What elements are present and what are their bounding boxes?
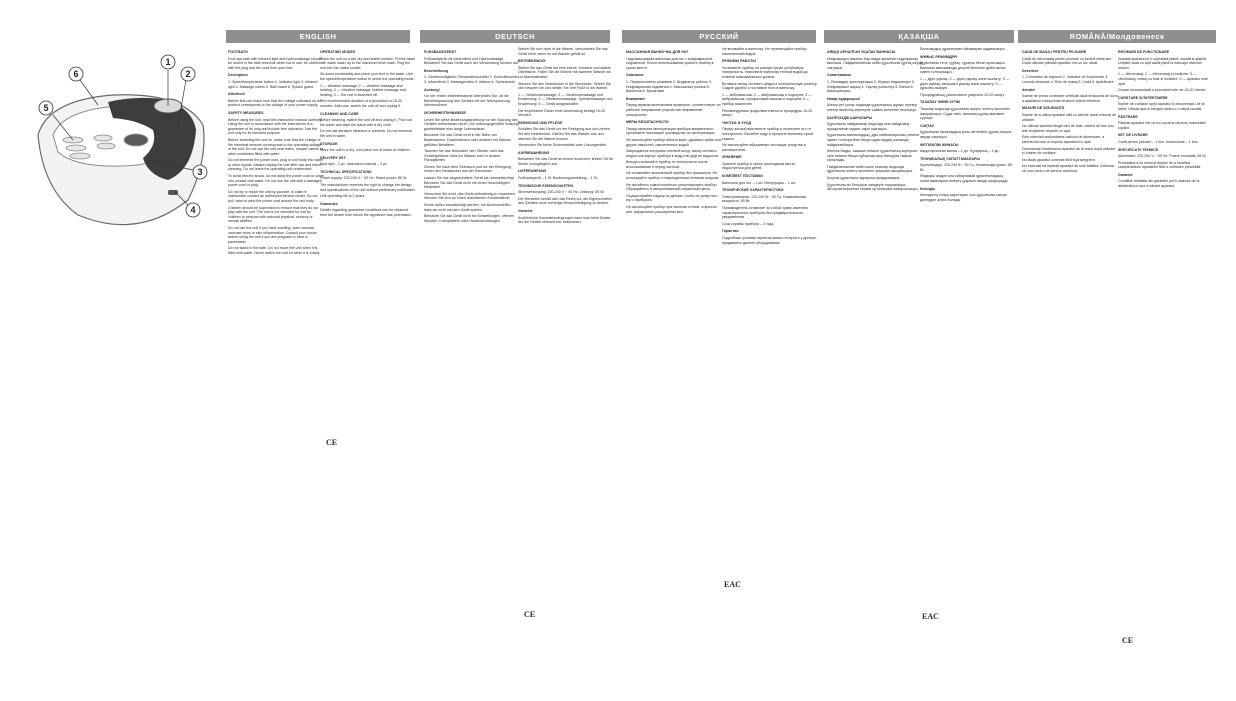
paragraph: Sit down comfortably and place your feet in the basin. Use the speed/temperature button to select the operating mode: xyxy=(320,72,415,81)
ce-mark-ro: CE xyxy=(1122,636,1134,645)
section-heading: ТАЗАЛАУ ЖӘНЕ КҮТІМ xyxy=(920,100,960,105)
callout-1: 1 xyxy=(165,57,171,67)
paragraph: Перед первым включением проверьте, соответствует ли рабочее напряжение устройства напряжению электросети. xyxy=(626,103,721,117)
paragraph: Установите прибор на ровную сухую устойчивую поверхность. Наполните ванночку теплой водой до отметки максимального уровня. xyxy=(722,65,808,79)
section-heading: REINIGUNG UND PFLEGE xyxy=(518,120,563,125)
section-heading: ҚАУІПСІЗДІК ШАРАЛАРЫ xyxy=(827,115,873,120)
section-heading: FUSSBADEGERÄT xyxy=(424,50,457,54)
paragraph: Балалардың құрылғымен ойнамауын қадағалаңыз. xyxy=(920,47,1006,51)
section-heading: САҚТАУ xyxy=(920,123,934,128)
section-heading: ЖҰМЫС РЕЖИМДЕРІ xyxy=(920,54,958,59)
paragraph: The recommended duration of a procedure is 15-20 minutes. After use, switch the unit off and unplug it. xyxy=(320,99,403,108)
paragraph: To avoid electric shock, do not allow the power cord to come into contact with water. Do not use the unit with a damaged power cord or plug. xyxy=(228,174,324,188)
paragraph: Ванночка для ног – 1 шт. Инструкция – 1 шт. xyxy=(722,180,796,185)
paragraph: Place the unit on a flat, dry and stable surface. Fill the basin with warm water up to the maximum level mark. Plug the unit into the mains socket. xyxy=(320,56,416,70)
paragraph: Не пытайтесь самостоятельно ремонтировать прибор. Обращайтесь в авторизованный сервисный центр. xyxy=(626,182,718,192)
romanian-column-2 xyxy=(1118,47,1214,677)
paragraph: Este interzisă scufundarea cablului de alimentare, a ștecherului sau a corpului aparatului în apă. xyxy=(1022,135,1105,144)
paragraph: Children should be supervised to ensure that they do not play with the unit. The unit is not intended for use by children or persons with reduced physical, sensory or mental abilities. xyxy=(228,205,319,224)
paragraph: Deconectați întotdeauna aparatul de la rețea după utilizare și înainte de curățare. xyxy=(1022,146,1116,156)
paragraph: Алғаш рет қосар алдында құрылғының жұмыс кернеуі электр желісінің кернеуіне сәйкес келетінін тексеріңіз. xyxy=(827,103,918,112)
paragraph: Производитель оставляет за собой право изменять характеристики приборов без предварительного уведомления. xyxy=(722,206,809,220)
paragraph: Nu încercați să reparați aparatul de sine stătător. Adresați-vă unui centru de service autorizat. xyxy=(1022,164,1115,173)
section-heading: PĂSTRARE xyxy=(1118,114,1138,119)
section-heading: Описание xyxy=(626,73,644,78)
paragraph: Durata recomandată a procedurii este de 15-20 minute. xyxy=(1118,88,1207,93)
paragraph: Подробные условия гарантии можно получить у дилера, продавшего данное оборудование. xyxy=(722,236,817,245)
section-heading: TECHNISCHE EIGENSCHAFTEN xyxy=(518,183,574,188)
paragraph: Процедураның ұсынылатын ұзақтығы 15-20 минут. xyxy=(920,92,1005,97)
kazakh-column-1 xyxy=(827,47,923,677)
paragraph: The manufacturer reserves the right to change the design and specifications of the unit without preliminary notification. xyxy=(320,183,416,192)
section-heading: FOOTBATH xyxy=(228,50,248,54)
section-heading: SPECIFICAȚII TEHNICE xyxy=(1118,147,1159,152)
section-heading: LIEFERUMFANG xyxy=(518,169,547,174)
paragraph: Fußbadegerät mit Infrarotlicht und Hydromassage. Bewahren Sie das Gerät nach der Verwendung trocken auf. xyxy=(424,56,519,66)
section-heading: ТЕХНИЧЕСКИЕ ХАРАКТЕРИСТИКИ xyxy=(722,188,784,193)
paragraph: Құрылғыны өз бетіңізше жөндеуге тырыспаңыз. Авторластырылған сервис орталығына хабарласыңыз. xyxy=(827,182,919,192)
section-heading: АЯҚҚА АРНАЛҒАН УҚАЛАУ ВАННАСЫ xyxy=(827,50,896,54)
section-heading: Внимание! xyxy=(626,96,646,101)
section-header-russian: РУССКИЙ xyxy=(622,30,816,43)
paragraph: 1. Speed/temperature button 2. Indicator light 3. Infrared light 4. Massage rollers 5. Bath basin 6. Splash guard xyxy=(228,79,318,89)
paragraph: Өндіруші алдын ала хабарламай құрылғылардың сипаттамаларын өзгерту құқығын өзінде қалдырады. xyxy=(920,174,1009,184)
section-heading: Кепілдік xyxy=(920,186,935,191)
paragraph: Stellen Sie das Gerät auf eine ebene, trockene und stabile Oberfläche. Füllen Sie die Wanne mit warmem Wasser bis zur Maximalmarke. xyxy=(518,65,611,79)
paragraph: Nu lăsați aparatul conectat fără supraveghere. xyxy=(1022,157,1096,162)
russian-column-1 xyxy=(626,47,722,677)
paragraph: Срок службы прибора – 2 года. xyxy=(722,221,775,226)
deutsch-column-1 xyxy=(424,47,520,677)
infrared-light xyxy=(124,134,148,146)
paragraph: Benutzen Sie das Gerät nicht in der Nähe von Badewannen, Duschkabinen oder anderen mit Wasser gefüllten Behältern. xyxy=(424,133,511,147)
paragraph: Қосулы құрылғыны қараусыз қалдырмаңыз. xyxy=(827,176,901,181)
paragraph: Stromversorgung: 220-240 V ~ 50 Hz. Leistung: 85 W. xyxy=(518,190,605,195)
paragraph: Вставьте вилку сетевого шнура в электрическую розетку. Сядьте удобно и поставьте ноги в ванночку. xyxy=(722,81,818,91)
paragraph: Producătorul își rezervă dreptul de a modifica caracteristicile aparatelor fără o notificare prealabilă. xyxy=(1118,160,1202,170)
paragraph: Cadă de hidromasaj pentru picioare cu lumină infraroșie. După utilizare păstrați aparatul într-un loc uscat. xyxy=(1022,56,1113,66)
section-heading: ЖЕТКІЗІЛІМ ЖИНАҒЫ xyxy=(920,142,959,147)
section-header-english: ENGLISH xyxy=(226,30,410,43)
section-heading: Description xyxy=(228,73,248,78)
paragraph: Verwenden Sie keine Scheuermittel oder Lösungsmittel. xyxy=(518,143,608,148)
eac-mark-kz: EAC xyxy=(922,612,939,621)
paragraph: 1 — діріл уқалау; 2 — діріл уқалау және жылыту; 3 — діріл уқалау, көпіршікті уқалау және жылыту; 0 — құрылғы өшірулі. xyxy=(920,76,1010,91)
callout-6: 6 xyxy=(73,69,79,79)
paragraph: Before cleaning, switch the unit off and unplug it. Pour out the water and wipe the basin with a dry cloth. xyxy=(320,118,412,127)
foot-spa-illustration xyxy=(18,40,218,240)
section-heading: CURĂȚARE ȘI ÎNTREȚINERE xyxy=(1118,95,1168,100)
paragraph: Гидромассажная ванночка для ног с инфракрасной подсветкой. После использования храните прибор в сухом месте. xyxy=(626,56,714,70)
paragraph: Înainte de prima conectare verificați dacă tensiunea de lucru a aparatului corespunde tensiunii rețelei electrice. xyxy=(1022,94,1118,103)
section-heading: OPERATING MODES xyxy=(320,50,356,54)
paragraph: 1. Переключатель режимов 2. Индикатор работы 3. Инфракрасная подсветка 4. Массажные ролики 5. Ванночка 6. Брызговик xyxy=(626,79,712,94)
paragraph: Power supply: 220-240 V ~ 50 Hz. Rated power: 85 W. xyxy=(320,176,408,181)
paragraph: Құрылғыны ванналардың, душ кабиналарының немесе сумен толтырылған басқа ыдыстардың жанында пайдаланбаңыз. xyxy=(827,133,920,147)
section-heading: SAFETY MEASURES xyxy=(228,110,264,115)
paragraph: Не используйте абразивные чистящие средства и растворители. xyxy=(722,143,806,152)
paragraph: Vor der ersten Inbetriebnahme überprüfen Sie, ob die Betriebsspannung des Gerätes mit der Netzspannung übereinstimmt. xyxy=(424,94,510,108)
paragraph: Пайдаланғаннан кейін және тазалар алдында құрылғыны электр желісінен әрқашан ажыратыңыз. xyxy=(827,164,914,174)
paragraph: Do not use the unit if you have swelling, open wounds, varicose veins or skin inflammation. Consult your doctor before using the unit if you are pregnant or have a pacemaker. xyxy=(228,226,317,244)
paragraph: Fußbadegerät – 1 St. Bedienungsanleitung – 1 St. xyxy=(518,176,598,181)
section-heading: Descriere xyxy=(1022,68,1039,73)
paragraph: Before using the unit, read this instruction manual carefully. Using the unit in accordance with the instructions is a guarantee of its long and trouble-free operation. Use the unit only for its intended purpose. xyxy=(228,117,323,136)
paragraph: Аяққа арналған ванна – 1 дн. Нұсқаулық – 1 дн. xyxy=(920,149,1000,154)
paragraph: Stellen Sie sich nicht in die Wanne. Verschieben Sie das Gerät nicht, wenn es mit Wasser gefüllt ist. xyxy=(518,47,608,56)
paragraph: Не вставайте в ванночку. Не перемещайте прибор, наполненный водой. xyxy=(722,47,808,56)
section-header-romanian: ROMÂNĂ/Молдовенеск xyxy=(1018,30,1216,43)
section-heading: CADĂ DE MASAJ PENTRU PICIOARE xyxy=(1022,50,1087,54)
section-heading: Achtung! xyxy=(424,87,440,92)
callout-3: 3 xyxy=(197,167,203,177)
paragraph: Тазалар алдында құрылғыны өшіріп, электр желісінен ажыратыңыз. Суды төгіп, ваннаны құрғақ матамен сүртіңіз. xyxy=(920,106,1011,121)
paragraph: Do not try to repair the unit by yourself. In case of malfunction contact an authorized service center. Do not pull, twist or wind the power cord around the unit body. xyxy=(228,189,318,204)
paragraph: Nu utilizați aparatul lângă căzi de baie, cabine de duș sau alte recipiente umplute cu apă. xyxy=(1022,124,1114,133)
section-heading: BETRIEBSMODI xyxy=(518,59,546,64)
section-heading: TECHNICAL SPECIFICATIONS xyxy=(320,169,372,174)
paragraph: Рекомендуемая продолжительность процедуры 15-20 минут. xyxy=(722,108,813,118)
english-column-1 xyxy=(228,47,324,677)
section-heading: Garanție xyxy=(1118,172,1133,177)
section-heading: AUFBEWAHRUNG xyxy=(518,150,550,155)
section-heading: REGIMURI DE FUNCȚIONARE xyxy=(1118,50,1170,54)
paragraph: Schalten Sie das Gerät vor der Reinigung aus und ziehen Sie den Netzstecker. Gießen Sie das Wasser aus und wischen Sie die Wanne trocken. xyxy=(518,127,610,141)
deutsch-column-2 xyxy=(518,47,614,677)
paragraph: Do not stand in the bath. Do not move the unit when it is filled with water. Never switch the unit on when it is empty. xyxy=(228,246,321,255)
section-heading: CLEANING AND CARE xyxy=(320,111,359,116)
section-header-deutsch: DEUTSCH xyxy=(420,30,610,43)
section-header-kazakh: ҚАЗАҚША xyxy=(824,30,1014,43)
paragraph: Қоректендіру: 220-240 В ~ 50 Гц. Номиналды қуаты: 85 Вт. xyxy=(920,163,1012,172)
paragraph: Die empfohlene Dauer einer Anwendung beträgt 15-20 Minuten. xyxy=(518,108,606,118)
paragraph: Желілік бауды, ашасын немесе құрылғының корпусын суға немесе басқа сұйықтықтарға батыруға тыйым салынады. xyxy=(827,149,918,163)
paragraph: Foot spa bath with Infrared light and hydromassage should be stored in the bath reservoir when not in use; be careful with the plug and the cord from your feet. xyxy=(228,56,322,70)
section-heading: ТЕХНИКАЛЫҚ СИПАТТАМАЛАРЫ xyxy=(920,156,980,161)
paragraph: 1 — vibration massage; 2 — vibration massage and heating; 3 — vibration massage, bubble massage and heating; 0 — the unit is switched off. xyxy=(320,83,406,97)
paragraph: Lassen Sie das eingeschaltete Gerät nie unbeaufsichtigt. Benutzen Sie das Gerät nicht mit einem beschädigten Netzkabel. xyxy=(424,176,515,190)
paragraph: Kinder sollen beaufsichtigt werden, um sicherzustellen, dass sie nicht mit dem Gerät spielen. xyxy=(424,203,512,212)
section-heading: Сипаттамасы xyxy=(827,73,852,78)
paragraph: Ziehen Sie nach dem Gebrauch und vor der Reinigung immer den Netzstecker aus der Steckdose. xyxy=(424,164,512,174)
section-heading: Attention! xyxy=(228,92,245,97)
paragraph: Foot spa – 1 pc. Instruction manual – 1 pc. xyxy=(320,162,388,167)
section-heading: РЕЖИМЫ РАБОТЫ xyxy=(722,59,756,64)
callout-2: 2 xyxy=(185,69,191,79)
paragraph: 1 — Vibrationsmassage; 2 — Vibrationsmassage und Erwärmung; 3 — Vibrationsmassage, Sprudelmassage und Erwärmung; 0 — Gerät ausgeschaltet. xyxy=(518,92,613,106)
section-heading: Назар аударыңыз! xyxy=(827,96,861,101)
paragraph: Запрещается погружать сетевой шнур, вилку сетевого шнура или корпус прибора в воду или другие жидкости. xyxy=(626,149,720,158)
paragraph: Instalați aparatul pe o suprafață plană, uscată și stabilă. Umpleți cada cu apă caldă până la marcajul nivelului maxim. xyxy=(1118,56,1207,70)
paragraph: Құрылғыны тегіс, құрғақ, тұрақты бетке орнатыңыз. Ваннаны максималды деңгей белгісіне дейін жылы сумен толтырыңыз. xyxy=(920,61,1006,75)
paragraph: Details regarding guarantee conditions can be obtained from the dealer from whom the appliance was purchased. xyxy=(320,208,412,218)
paragraph: 1 — vibromasaj; 2 — vibromasaj și încălzire; 3 — vibromasaj, masaj cu bule și încălzire; 0 — aparatul este oprit. xyxy=(1118,72,1208,86)
paragraph: 1. Режимдер ауыстырғышы 2. Жұмыс индикаторы 3. Инфрақызыл жарық 4. Уқалау роликтері 5. Ванна 6. Шашыратқыш xyxy=(827,79,915,94)
paragraph: 1. Geschwindigkeits-/Temperaturschalter 2. Kontrollleuchte 3. Infrarotlicht 4. Massagerollen 5. Wanne 6. Spritzschutz xyxy=(424,75,518,84)
paragraph: Всегда отключайте прибор от электросети после использования и перед чисткой. xyxy=(626,160,708,169)
kazakh-column-2 xyxy=(920,47,1016,677)
paragraph: Ausführliche Garantiebedingungen kann man beim Dealer, der die Geräte verkauft hat, bekommen. xyxy=(518,215,612,225)
section-heading: МАССАЖНАЯ ВАННОЧКА ДЛЯ НОГ xyxy=(626,50,689,54)
romanian-column-1 xyxy=(1022,47,1118,677)
section-heading: DELIVERY SET xyxy=(320,155,346,160)
paragraph: Do not immerse the power cord, plug or unit body into water or other liquids. Always unplug the unit after use and before cleaning. Do not leave the operating unit unattended. xyxy=(228,158,324,172)
section-heading: КОМПЛЕКТ ПОСТАВКИ xyxy=(722,174,763,179)
paragraph: Перед началом эксплуатации прибора внимательно прочитайте настоящее руководство по эксплуатации. xyxy=(626,126,716,136)
paragraph: Инфрақызыл жарығы бар аяққа арналған гидроуқалау ваннасы. Пайдаланғаннан кейін құрылғыны құрғақ жерде сақтаңыз. xyxy=(827,56,923,70)
section-heading: ЧИСТКА И УХОД xyxy=(722,120,752,125)
section-heading: Beschreibung xyxy=(424,68,448,73)
paragraph: Bewahren Sie das Gerät an einem trockenen, kühlen Ort für Kinder unzugänglich auf. xyxy=(518,157,614,166)
indicator-light xyxy=(168,190,178,195)
paragraph: Do not use abrasive cleaners or solvents. Do not immerse the unit in water. xyxy=(320,129,413,138)
paragraph: Versuchen Sie nicht, das Gerät selbständig zu reparieren. Wenden Sie sich an einen autorisierten Kundendienst. xyxy=(424,191,516,201)
paragraph: Before switching the unit on, make sure that the voltage of the electrical network corresponds to the operating voltage of the unit. Do not use the unit near baths, shower cabins or other containers filled with water. xyxy=(228,137,324,156)
section-heading: Гарантия xyxy=(722,229,739,234)
section-heading: Garantie xyxy=(518,209,533,214)
paragraph: Кепілдіктің толық шарттарын осы құрылғыны сатқан дилерден алуға болады. xyxy=(920,193,1008,202)
paragraph: Alimentare: 220-240 V ~ 50 Hz. Putere nominală: 85 W. xyxy=(1118,154,1207,159)
paragraph: Condițiile detaliate ale garanției pot fi obținute de la distribuitorul care a vândut aparatul. xyxy=(1118,179,1200,189)
paragraph: Не используйте прибор при наличии отеков, открытых ран, варикозного расширения вен. xyxy=(626,205,717,214)
section-heading: Guarantee xyxy=(320,201,338,206)
paragraph: Құрылғыны пайдаланар алдында осы пайдалану нұсқаулығын мұқият оқып шығыңыз. xyxy=(827,122,910,131)
paragraph: Осуществляйте надзор за детьми, чтобы не допустить игр с прибором. xyxy=(626,193,718,203)
paragraph: Înainte de curățare opriți aparatul și deconectați-l de la rețea. Vărsați apa și ștergeți cada cu o cârpă uscată. xyxy=(1118,102,1205,111)
section-heading: Atenție! xyxy=(1022,87,1036,92)
paragraph: Benutzen Sie das Gerät nicht bei Schwellungen, offenen Wunden, Krampfadern oder Hautentzündungen. xyxy=(424,214,514,223)
paragraph: Store the unit in a dry, cool place out of reach of children. xyxy=(320,148,411,153)
paragraph: Электропитание: 220-240 В ~ 50 Гц. Номинальная мощность: 85 Вт. xyxy=(722,194,806,204)
eac-mark-ru: EAC xyxy=(724,580,741,589)
section-heading: МЕРЫ БЕЗОПАСНОСТИ xyxy=(626,120,669,125)
paragraph: Перед чисткой выключите прибор и отключите его от электросети. Вылейте воду и протрите ванночку сухой тканью. xyxy=(722,127,814,141)
english-column-2 xyxy=(320,47,416,677)
section-heading: MĂSURI DE SIGURANȚĂ xyxy=(1022,106,1065,111)
section-heading: SICHERHEITSHINWEISE xyxy=(424,110,466,115)
section-heading: STORAGE xyxy=(320,141,338,146)
paragraph: Stecken Sie den Netzstecker in die Steckdose. Setzen Sie sich bequem hin und stellen Sie Ihre Füße in die Wanne. xyxy=(518,81,611,91)
paragraph: Храните прибор в сухом прохладном месте, недоступном для детей. xyxy=(722,161,796,171)
paragraph: Құрылғыны балалардың қолы жетпейтін құрғақ салқын жерде сақтаңыз. xyxy=(920,130,1012,139)
ce-mark: CE xyxy=(326,438,338,447)
paragraph: Не используйте прибор вблизи ванн, душевых кабин или других емкостей, наполненных водой. xyxy=(626,137,722,147)
section-heading: ХРАНЕНИЕ xyxy=(722,155,742,160)
paragraph: Cadă pentru picioare – 1 buc. Instrucțiune – 1 buc. xyxy=(1118,139,1199,144)
paragraph: 1. Comutator de regimuri 2. Indicator de funcționare 3. Lumină infraroșie 4. Role de masaj 5. Cadă 6. Apărătoare xyxy=(1022,75,1114,84)
paragraph: Не оставляйте включенный прибор без присмотра. Не используйте прибор с поврежденным сетевым шнуром. xyxy=(626,171,720,181)
paragraph: Before first use make sure that the voltage indicated on the product corresponds to the voltage of your power supply. xyxy=(228,98,322,108)
paragraph: Păstrați aparatul într-un loc uscat și răcoros, inaccesibil copiilor. xyxy=(1118,121,1206,130)
paragraph: Unit operating life is 2 years. xyxy=(320,194,366,199)
paragraph: 1 — вибромассаж; 2 — вибромассаж и подогрев; 3 — вибромассаж, пузырьковый массаж и подогрев; 0 — прибор выключен. xyxy=(722,92,812,106)
paragraph: Înainte de a utiliza aparatul citiți cu atenție acest manual de utilizare. xyxy=(1022,112,1117,122)
paragraph: Tauchen Sie das Netzkabel, den Stecker oder das Gerätegehäuse nicht ins Wasser oder in andere Flüssigkeiten. xyxy=(424,149,504,163)
paragraph: Lesen Sie diese Bedienungsanleitung vor der Nutzung des Gerätes aufmerksam durch. Die ordnungsgemäße Nutzung gewährleistet eine lange Lebensdauer. xyxy=(424,117,519,131)
callout-4: 4 xyxy=(190,205,196,215)
ce-mark-de: CE xyxy=(524,610,536,619)
paragraph: Der Hersteller behält sich das Recht vor, die Eigenschaften des Gerätes ohne vorherige Benachrichtigung zu ändern. xyxy=(518,196,612,206)
callout-5: 5 xyxy=(43,103,49,113)
section-heading: SET DE LIVRARE xyxy=(1118,133,1148,138)
